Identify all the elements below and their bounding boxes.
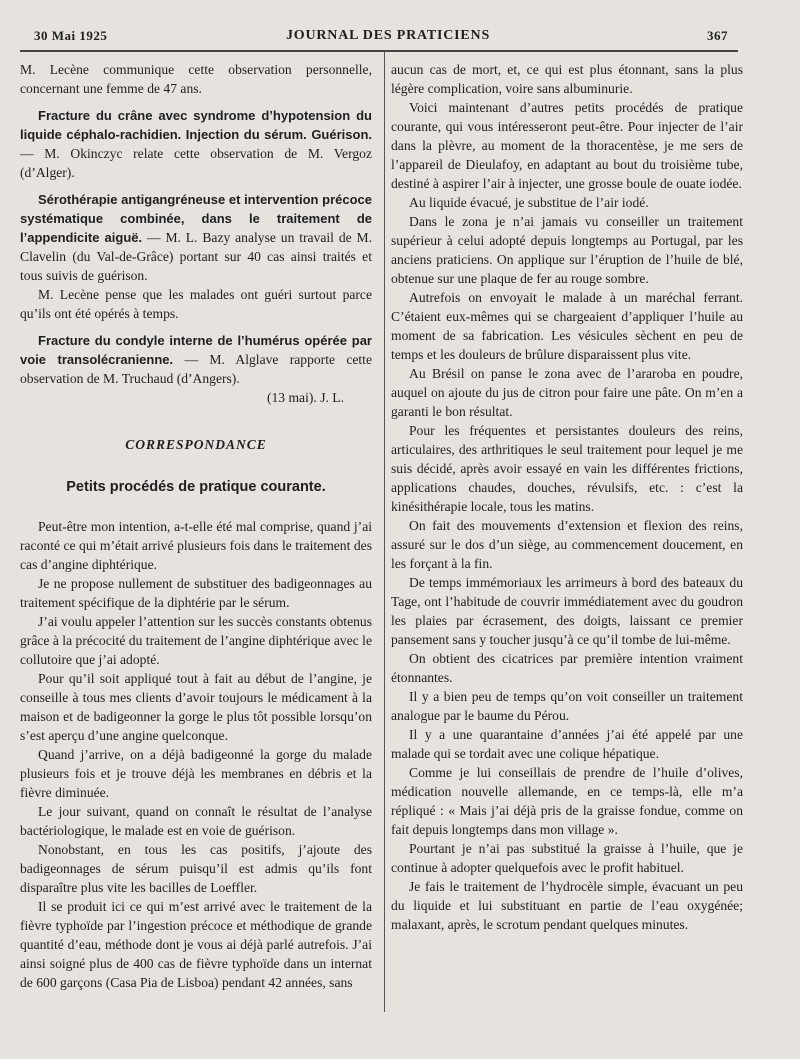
paragraph: Dans le zona je n’ai jamais vu conseiller un traitement supérieur à celui adopté depuis longtemps au Portugal, par les anciens praticiens. On applique sur l’éruption de l’huile de blé, obtenue sur une plaque de fer au rouge sombre.: [391, 214, 743, 286]
left-column: [20, 60, 372, 992]
section-heading: CORRESPONDANCE: [125, 437, 267, 452]
paragraph: Il y a bien peu de temps qu’on voit conseiller un traitement analogue par le baume du Pérou.: [391, 689, 743, 723]
report-heading: Sérothérapie antigangréneuse et intervention précoce systématique combinée, dans le traitement de l’appendicite aiguë.: [20, 192, 372, 245]
header-date: 30 Mai 1925: [34, 28, 108, 43]
header-page-number: 367: [707, 28, 728, 43]
header-rule: [20, 50, 738, 52]
paragraph: M. Lecène communique cette observation personnelle, concernant une femme de 47 ans.: [20, 62, 372, 96]
paragraph: On obtient des cicatrices par première intention vraiment étonnantes.: [391, 651, 743, 685]
paragraph: Il y a une quarantaine d’années j’ai été appelé par une malade qui se tordait avec une colique hépatique.: [391, 727, 743, 761]
right-column: [391, 60, 743, 934]
paragraph-report: Sérothérapie antigangréneuse et intervention précoce systématique combinée, dans le traitement de l’appendicite aiguë. — M. L. Bazy analyse un travail de M. Clavelin (du Val-de-Grâce) portant sur 40 cas ainsi traités et tous suivis de guérison.: [20, 192, 373, 283]
article-title: Petits procédés de pratique courante.: [66, 479, 326, 495]
paragraph: Pourtant je n’ai pas substitué la graisse à l’huile, que je continue à adopter quelquefois avec le profit habituel.: [391, 841, 743, 875]
paragraph: Autrefois on envoyait le malade à un maréchal ferrant. C’étaient eux-mêmes qui se chargeaient d’appliquer l’huile au moment de sa fabrication. Les vésicules sèchent en peu de temps et les douleurs de brûlure disparaissent plus vite.: [391, 290, 743, 362]
paragraph: Peut-être mon intention, a-t-elle été mal comprise, quand j’ai raconté ce qui m’était arrivé plusieurs fois dans le traitement des cas d’angine diphtérique.: [20, 519, 372, 572]
paragraph: Je ne propose nullement de substituer des badigeonnages au traitement spécifique de la diphtérie par le sérum.: [20, 576, 372, 610]
paragraph: De temps immémoriaux les arrimeurs à bord des bateaux du Tage, ont l’habitude de couvrir immédiatement avec du goudron les plaies par écrasement, des doigts, laissant ce premier pansement sans y toucher jusqu’à ce qu’il tombe de lui-même.: [391, 575, 743, 647]
paragraph: On fait des mouvements d’extension et flexion des reins, assuré sur le dos d’un siège, au commencement doucement, en les forçant à la fin.: [391, 518, 743, 571]
paragraph: Quand j’arrive, on a déjà badigeonné la gorge du malade plusieurs fois et je trouve déjà les membranes en débris et la fièvre diminuée.: [20, 747, 372, 800]
header-journal-title: JOURNAL DES PRATICIENS: [286, 28, 491, 43]
paragraph: Au liquide évacué, je substitue de l’air iodé.: [409, 195, 649, 210]
paragraph: Nonobstant, en tous les cas positifs, j’ajoute des badigeonnages de sérum puisqu’il est admis qu’ils font disparaître plus vite les bacilles de Loeffler.: [20, 842, 372, 895]
paragraph: M. Lecène pense que les malades ont guéri surtout parce qu’ils ont été opérés à temps.: [20, 287, 372, 321]
paragraph-report: Fracture du condyle interne de l’humérus opérée par voie transolécranienne. — M. Alglave rapporte cette observation de M. Truchaud (d’Angers).: [20, 333, 372, 386]
paragraph: Il se produit ici ce qui m’est arrivé avec le traitement de la fièvre typhoïde par l’ingestion précoce et méthodique de grande quantité d’eau, méthode dont je vous ai déjà parlé autrefois. J’ai ainsi soigné plus de 400 cas de fièvre typhoïde dans un internat de 600 garçons (Casa Pia de Lisboa) pendant 42 années, sans: [20, 899, 372, 990]
paragraph: Comme je lui conseillais de prendre de l’huile d’olives, médication nouvelle allemande, en ce temps-là, elle m’a répliqué : « Mais j’ai déjà pris de la graisse fondue, comme on fait depuis longtemps dans mon village ».: [391, 765, 743, 837]
report-heading: Fracture du crâne avec syndrome d’hypotension du liquide céphalo-rachidien. Injection du sérum. Guérison.: [20, 108, 372, 142]
report-heading: Fracture du condyle interne de l’humérus opérée par voie transolécranienne.: [20, 333, 372, 367]
paragraph: Au Brésil on panse le zona avec de l’araroba en poudre, auquel on ajoute du jus de citron pour faire une pâte. On m’en a garanti le bon résultat.: [391, 366, 743, 419]
paragraph: Je fais le traitement de l’hydrocèle simple, évacuant un peu du liquide et lui substituant en partie de l’eau oxygénée; malaxant, après, le scrotum pendant quelques minutes.: [391, 879, 743, 932]
paragraph-report: Fracture du crâne avec syndrome d’hypotension du liquide céphalo-rachidien. Injection du sérum. Guérison. — M. Okinczyc relate cette observation de M. Vergoz (d’Alger).: [20, 108, 372, 180]
column-divider: [384, 52, 385, 1012]
paragraph: Voici maintenant d’autres petits procédés de pratique courante, qui vous intéresseront peut-être. Pour injecter de l’air dans la plèvre, au moment de la thoracentèse, je me sers de l’appareil de Dieulafoy, en adaptant au bout du troisième tube, destiné à aspirer l’air à injecter, une grosse boule de ouate iodée.: [391, 100, 743, 191]
paragraph: aucun cas de mort, et, ce qui est plus étonnant, sans la plus légère complication, voire sans albuminurie.: [391, 62, 743, 96]
paragraph: Pour les fréquentes et persistantes douleurs des reins, articulaires, des arthritiques le seul traitement pour lequel je me suis décidé, après avoir essayé en vain les différentes frictions, applications chaudes, douches, révulsifs, etc. : c’est la kinésithérapie locale, tous les matins.: [391, 423, 743, 514]
paragraph: J’ai voulu appeler l’attention sur les succès constants obtenus grâce à la précocité du traitement de l’angine diphtérique avec le collutoire que j’ai adopté.: [20, 614, 372, 667]
paragraph: Pour qu’il soit appliqué tout à fait au début de l’angine, je conseille à tous mes clients d’avoir toujours le médicament à la maison et de badigeonner la gorge le plus tôt possible lorsqu’on s’est aperçu d’une angine quelconque.: [20, 671, 372, 743]
paragraph: Le jour suivant, quand on connaît le résultat de l’analyse bactériologique, le malade est en voie de guérison.: [20, 804, 372, 838]
signature: (13 mai). J. L.: [266, 390, 344, 405]
